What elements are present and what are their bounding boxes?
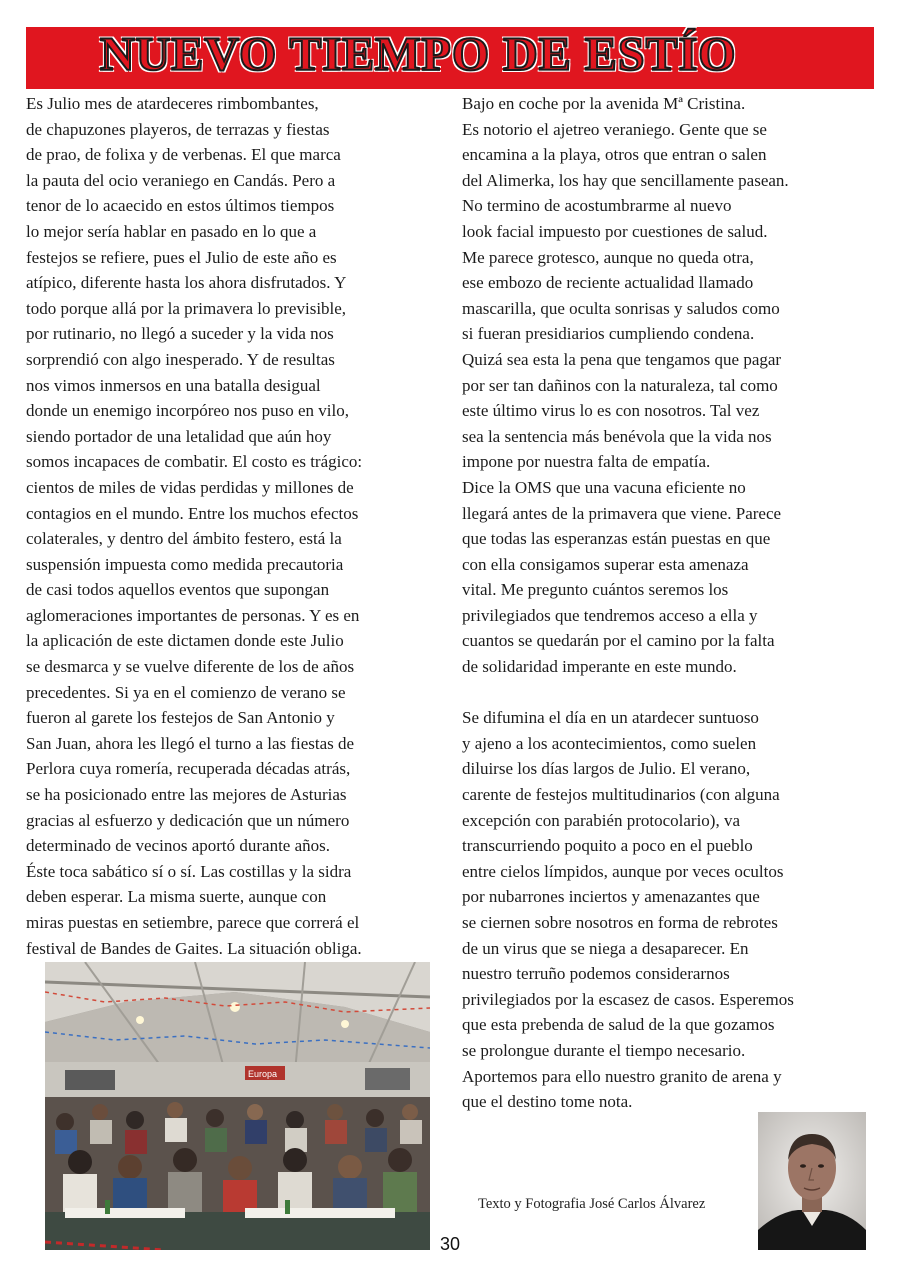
right-column-line: se prolongue durante el tiempo necesario. (462, 1040, 746, 1060)
left-column-line: la pauta del ocio veraniego en Candás. Pero a (26, 170, 336, 190)
left-column-line: de chapuzones playeros, de terrazas y fiestas (26, 119, 330, 139)
right-column-line: Quizá sea esta la pena que tengamos que pagar (462, 349, 782, 369)
right-column-line: transcurriendo poquito a poco en el pueblo (462, 836, 753, 856)
left-column-line: se ha posicionado entre las mejores de Asturias (26, 785, 347, 805)
right-column-line: que el destino tome nota. (462, 1092, 633, 1112)
right-column-line: y ajeno a los acontecimientos, como suelen (462, 733, 757, 753)
right-column-line: Aportemos para ello nuestro granito de arena y (462, 1066, 782, 1086)
left-column-line: gracias al esfuerzo y dedicación que un número (26, 810, 350, 830)
left-column-line: la aplicación de este dictamen donde este Julio (26, 631, 344, 651)
right-column-line: diluirse los días largos de Julio. El verano, (462, 759, 751, 779)
left-column-line: deben esperar. La misma suerte, aunque con (26, 887, 327, 907)
left-column-line: cientos de miles de vidas perdidas y millones de (26, 477, 354, 497)
right-column-line: Es notorio el ajetreo veraniego. Gente que se (462, 119, 767, 139)
right-column-line: este último virus lo es con nosotros. Tal vez (462, 401, 760, 421)
right-column-line: que esta prebenda de salud de la que gozamos (462, 1015, 775, 1035)
left-column-line: aglomeraciones importantes de personas. Y es en (26, 605, 360, 625)
right-column-line: nuestro terruño podemos considerarnos (462, 964, 730, 984)
right-column-line: de solidaridad imperante en este mundo. (462, 657, 737, 677)
right-column-line: Bajo en coche por la avenida Mª Cristina. (462, 94, 746, 113)
right-column-line: sea la sentencia más benévola que la vida nos (462, 426, 772, 446)
festival-tent-photo (45, 962, 430, 1250)
left-column-line: Éste toca sabático sí o sí. Las costillas y la sidra (26, 861, 352, 881)
right-column-line: Dice la OMS que una vacuna eficiente no (462, 477, 746, 497)
right-column-line: carente de festejos multitudinarios (con alguna (462, 785, 780, 805)
photo-credit: Texto y Fotografia José Carlos Álvarez (478, 1196, 706, 1212)
right-column-line: encamina a la playa, otros que entran o salen (462, 145, 767, 165)
left-text-column (26, 91, 446, 961)
tent-sign: Europa (248, 1069, 278, 1079)
left-column-line: Perlora cuya romería, recuperada décadas atrás, (26, 759, 351, 779)
left-column-line: lo mejor sería hablar en pasado en lo que a (26, 221, 317, 241)
right-column-line: No termino de acostumbrarme al nuevo (462, 196, 732, 216)
left-column-line: festival de Bandes de Gaites. La situación obliga. (26, 938, 362, 958)
left-column-line: contagios en el mundo. Entre los muchos efectos (26, 503, 359, 523)
page-title: NUEVO TIEMPO DE ESTÍO (100, 28, 737, 81)
right-column-line: de un virus que se niega a desaparecer. En (462, 938, 749, 958)
right-column-line: por ser tan dañinos con la naturaleza, tal como (462, 375, 778, 395)
right-column-line: del Alimerka, los hay que sencillamente pasean. (462, 170, 789, 190)
left-column-line: atípico, diferente hasta los ahora disfrutados. Y (26, 273, 347, 293)
left-column-line: siendo portador de una letalidad que aún hoy (26, 426, 332, 446)
right-column-line: con ella consigamos superar esta amenaza (462, 554, 749, 574)
left-column-line: de prao, de folixa y de verbenas. El que marca (26, 145, 341, 165)
right-column-line: por nubarrones inciertos y amenazantes que (462, 887, 760, 907)
left-column-line: Es Julio mes de atardeceres rimbombantes, (26, 94, 319, 113)
left-column-line: somos incapaces de combatir. El costo es trágico: (26, 452, 363, 472)
right-text-column (462, 91, 882, 1115)
right-column-line: privilegiados por la escasez de casos. Esperemos (462, 989, 794, 1009)
right-column-line: Se difumina el día en un atardecer suntuoso (462, 708, 759, 728)
right-column-line: excepción con parabién protocolario), va (462, 810, 741, 830)
left-column-line: determinado de vecinos aportó durante años. (26, 836, 331, 856)
right-column-line: vital. Me pregunto cuántos seremos los (462, 580, 729, 600)
right-column-line: ese embozo de reciente actualidad llamado (462, 273, 754, 293)
right-column-line: impone por nuestra falta de empatía. (462, 452, 711, 472)
left-column-line: precedentes. Si ya en el comienzo de verano se (26, 682, 346, 702)
left-column-line: de casi todos aquellos eventos que supongan (26, 580, 330, 600)
author-portrait-photo (758, 1112, 866, 1250)
left-column-line: nos vimos inmersos en una batalla desigual (26, 375, 321, 395)
right-column-line: llegará antes de la primavera que viene. Parece (462, 503, 782, 523)
right-column-line: mascarilla, que oculta sonrisas y saludos como (462, 298, 780, 318)
left-column-line: donde un enemigo incorpóreo nos puso en vilo, (26, 401, 349, 421)
page-number: 30 (440, 1234, 461, 1254)
left-column-line: se desmarca y se vuelve diferente de los de años (26, 657, 355, 677)
right-column-line (462, 680, 882, 706)
left-column-line: San Juan, ahora les llegó el turno a las fiestas de (26, 733, 355, 753)
left-column-line: colaterales, y dentro del ámbito festero, está la (26, 529, 342, 549)
right-column-line: look facial impuesto por cuestiones de salud. (462, 221, 768, 241)
left-column-line: por rutinario, no llegó a suceder y la vida nos (26, 324, 334, 344)
right-column-line: cuantos se quedarán por el camino por la falta (462, 631, 775, 651)
left-column-line: miras puestas en setiembre, parece que correrá el (26, 913, 360, 932)
right-column-line: que todas las esperanzas están puestas en que (462, 529, 771, 549)
right-column-line: Me parece grotesco, aunque no queda otra, (462, 247, 754, 267)
right-column-line: se ciernen sobre nosotros en forma de rebrotes (462, 913, 778, 932)
left-column-line: todo porque allá por la primavera lo previsible, (26, 298, 347, 318)
left-column-line: fueron al garete los festejos de San Antonio y (26, 708, 335, 728)
left-column-line: suspensión impuesta como medida precautoria (26, 554, 344, 574)
left-column-line: tenor de lo acaecido en estos últimos tiempos (26, 196, 335, 216)
right-column-line: privilegiados que tendremos acceso a ella y (462, 605, 758, 625)
right-column-line: entre cielos límpidos, aunque por veces ocultos (462, 861, 784, 881)
left-column-line: festejos se refiere, pues el Julio de este año es (26, 247, 337, 267)
left-column-line: sorprendió con algo inesperado. Y de resultas (26, 349, 335, 369)
right-column-line: si fueran presidiarios cumpliendo condena. (462, 324, 755, 344)
